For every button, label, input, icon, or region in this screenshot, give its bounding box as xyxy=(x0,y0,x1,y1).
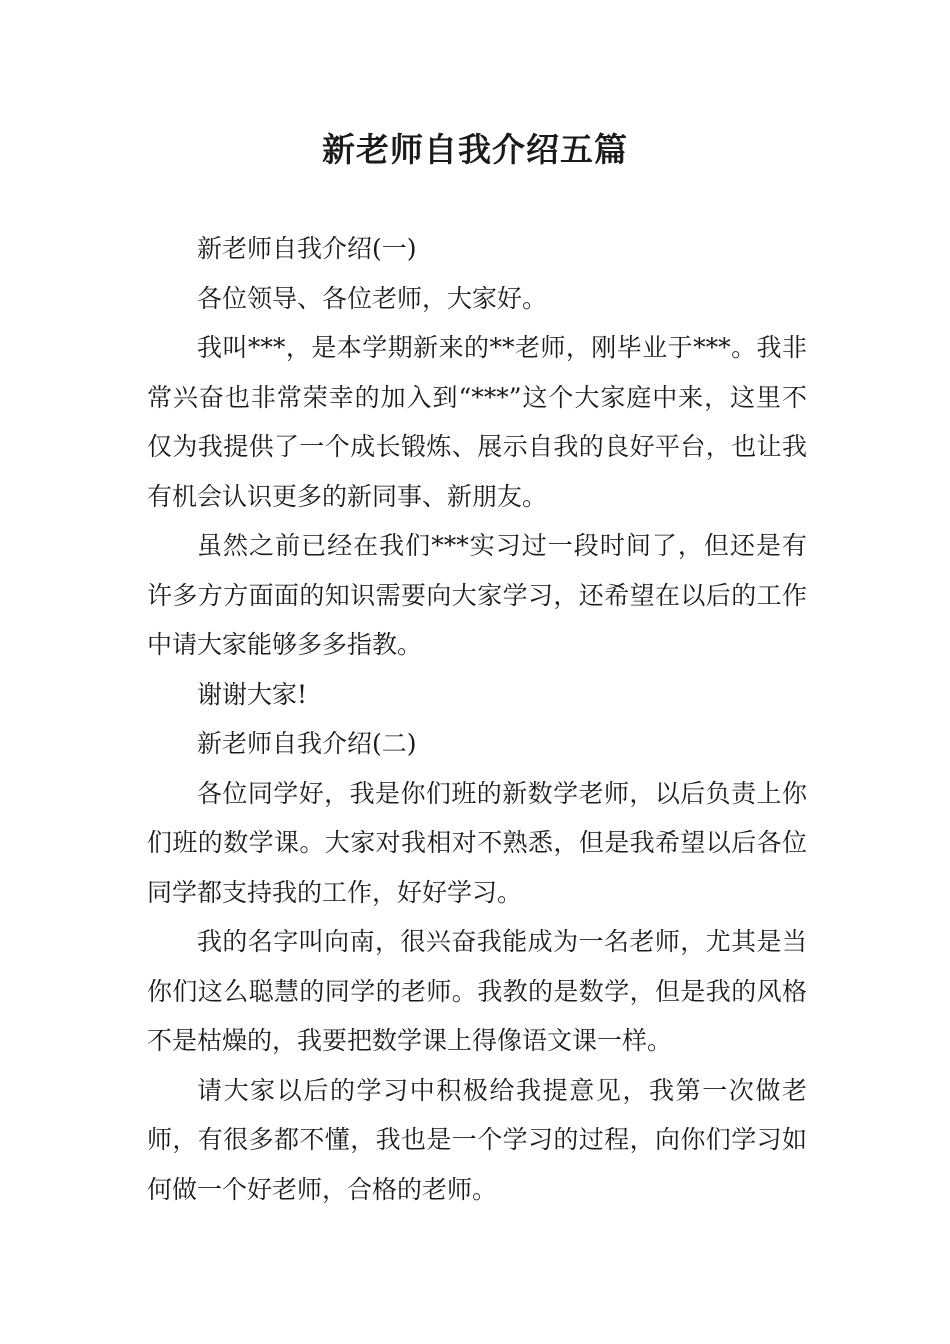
greeting-paragraph: 各位领导、各位老师，大家好。 xyxy=(197,283,548,313)
learning-paragraph: 虽然之前已经在我们***实习过一段时间了，但还是有许多方方面面的知识需要向大家学习，还希望在以后的工作中请大家能够多多指教。 xyxy=(147,531,807,659)
name-paragraph: 我的名字叫向南，很兴奋我能成为一名老师，尤其是当你们这么聪慧的同学的老师。我教的是数学，但是我的风格不是枯燥的，我要把数学课上得像语文课一样。 xyxy=(147,927,807,1055)
intro-paragraph: 我叫***，是本学期新来的**老师，刚毕业于***。我非常兴奋也非常荣幸的加入到“***”这个大家庭中来，这里不仅为我提供了一个成长锻炼、展示自我的良好平台，也让我有机会认识更多的新同事、新朋友。 xyxy=(147,333,807,511)
student-greeting-paragraph: 各位同学好，我是你们班的新数学老师，以后负责上你们班的数学课。大家对我相对不熟悉，但是我希望以后各位同学都支持我的工作，好好学习。 xyxy=(147,778,807,907)
feedback-paragraph: 请大家以后的学习中积极给我提意见，我第一次做老师，有很多都不懂，我也是一个学习的过程，向你们学习如何做一个好老师，合格的老师。 xyxy=(147,1075,807,1204)
document-title: 新老师自我介绍五篇 xyxy=(322,130,628,169)
document-body xyxy=(147,224,807,1214)
section-heading-2: 新老师自我介绍(二) xyxy=(197,729,417,758)
section-heading-1: 新老师自我介绍(一) xyxy=(197,234,417,263)
thanks-paragraph: 谢谢大家! xyxy=(197,679,308,709)
